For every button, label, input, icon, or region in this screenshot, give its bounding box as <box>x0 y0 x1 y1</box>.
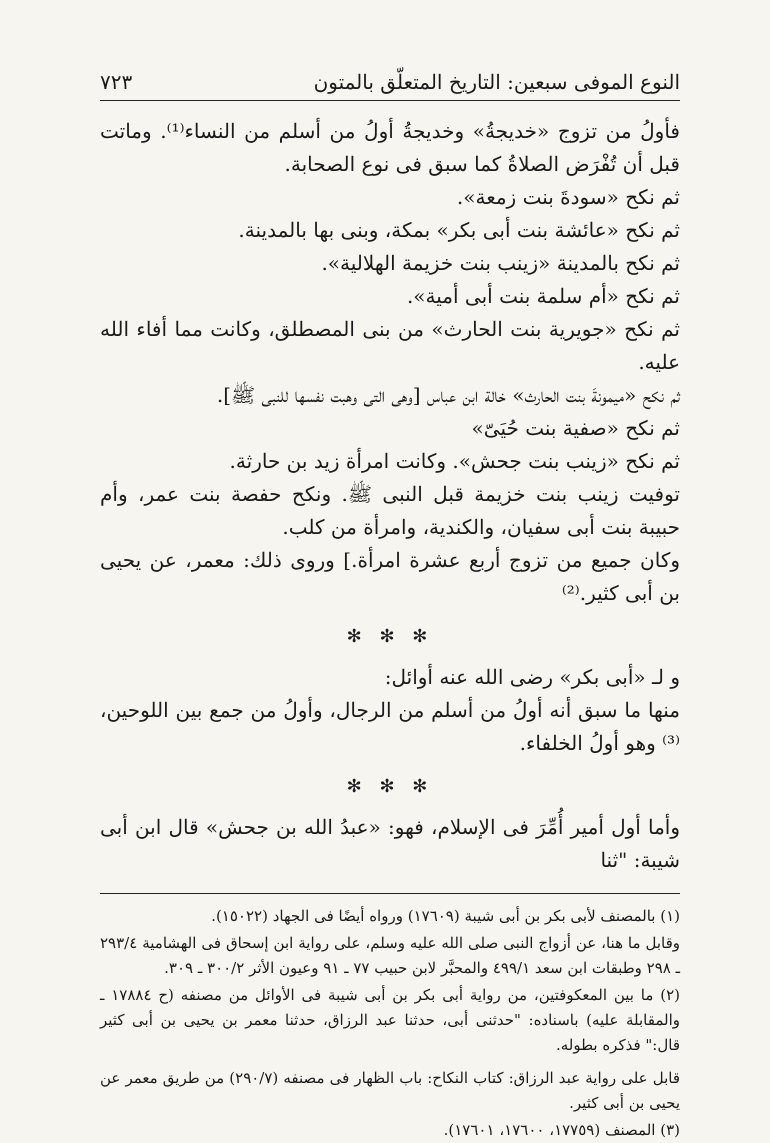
footnote: قابل على رواية عبد الرزاق: كتاب النكاح: باب الظهار فى مصنفه (٢٩٠/٧) من طريق معمر عن يحيى بن أبى كثير. <box>100 1069 680 1112</box>
paragraph-amir: وأما أول أمير أُمِّرَ فى الإسلام، فهو: «عبدُ الله بن جحش» قال ابن أبى شيبة: "ثنا <box>100 815 680 872</box>
page-number: ٧٢٣ <box>100 70 133 94</box>
footnote: وقابل ما هنا، عن أزواج النبى صلى الله عليه وسلم، على رواية ابن إسحاق فى الهشامية ٢٩٣/٤ ـ ٢٩٨ وطبقات ابن سعد ٤٩٩/١ والمحبَّر لابن حبيب ٧٧ ـ ٩١ وعيون الأثر ٣٠٠/٢ ـ ٣٠٩. <box>100 934 680 977</box>
marriage-line: ثم نكح بالمدينة «زينب بنت خزيمة الهلالية». <box>321 251 680 275</box>
marriage-line: ثم نكح «جويرية بنت الحارث» من بنى المصطلق، وكانت مما أفاء الله عليه. <box>100 317 680 374</box>
footnote: (٣) المصنف (١٧٧٥٩، ١٧٦٠٠، ١٧٦٠١). <box>443 1121 680 1139</box>
marriage-line: ثم نكح «زينب بنت جحش». وكانت امرأة زيد بن حارثة. <box>229 449 680 473</box>
marriage-line: ثم نكح «أم سلمة بنت أبى أمية». <box>406 284 680 308</box>
footnote: (١) بالمصنف لأبى بكر بن أبى شيبة (١٧٦٠٩) ورواه أيضًا فى الجهاد (١٥٠٢٢). <box>211 907 680 925</box>
section-divider-stars: ✻ ✻ ✻ <box>346 626 434 647</box>
main-text <box>100 115 680 877</box>
abubakr-heading: و لـ «أبى بكر» رضى الله عنه أوائل: <box>384 665 680 689</box>
paragraph-deaths: توفيت زينب بنت خزيمة قبل النبى ﷺ. ونكح حفصة بنت عمر، وأم حبيبة بنت أبى سفيان، والكندية، وامرأة من كلب. <box>100 482 680 539</box>
running-header <box>100 70 680 101</box>
marriage-line: ثم نكح «سودةَ بنت زمعة». <box>456 185 680 209</box>
footnotes <box>100 904 680 1143</box>
marriage-line: ثم نكح «صفية بنت حُيَىّ» <box>471 416 680 440</box>
header-title: النوع الموفى سبعين: التاريخ المتعلّق بالمتون <box>313 70 680 94</box>
footnote: (٢) ما بين المعكوفتين، من رواية أبى بكر بن أبى شيبة فى الأوائل من مصنفه (ح ١٧٨٨٤ ـ والمقابلة عليه) باسناده: "حدثنى أبى، حدثنا عبد الرزاق، حدثنا معمر بن يحيى بن أبى كثير قال:" فذكره بطوله. <box>100 986 680 1054</box>
marriage-line: ثم نكح «عائشة بنت أبى بكر» بمكة، وبنى بها بالمدينة. <box>238 218 680 242</box>
abubakr-text: منها ما سبق أنه أولُ من أسلم من الرجال، وأولُ من جمع بين اللوحين،⁽³⁾ وهو أولُ الخلفاء. <box>100 698 680 755</box>
paragraph-intro: فأولُ من تزوج «خديجةُ» وخديجةُ أولُ من أسلم من النساء⁽¹⁾. وماتت قبل أن تُفْرَض الصلاةُ كما سبق فى نوع الصحابة. <box>100 119 680 176</box>
paragraph-total: وكان جميع من تزوج أربع عشرة امرأة.] وروى ذلك: معمر، عن يحيى بن أبى كثير.⁽²⁾ <box>100 548 680 605</box>
marriage-line: ثم نكح «ميمونةَ بنت الحارث» خالة ابن عباس [وهى التى وهبت نفسها للنبى ﷺ]. <box>216 383 680 407</box>
footnote-separator <box>100 893 680 894</box>
section-divider-stars: ✻ ✻ ✻ <box>346 776 434 797</box>
